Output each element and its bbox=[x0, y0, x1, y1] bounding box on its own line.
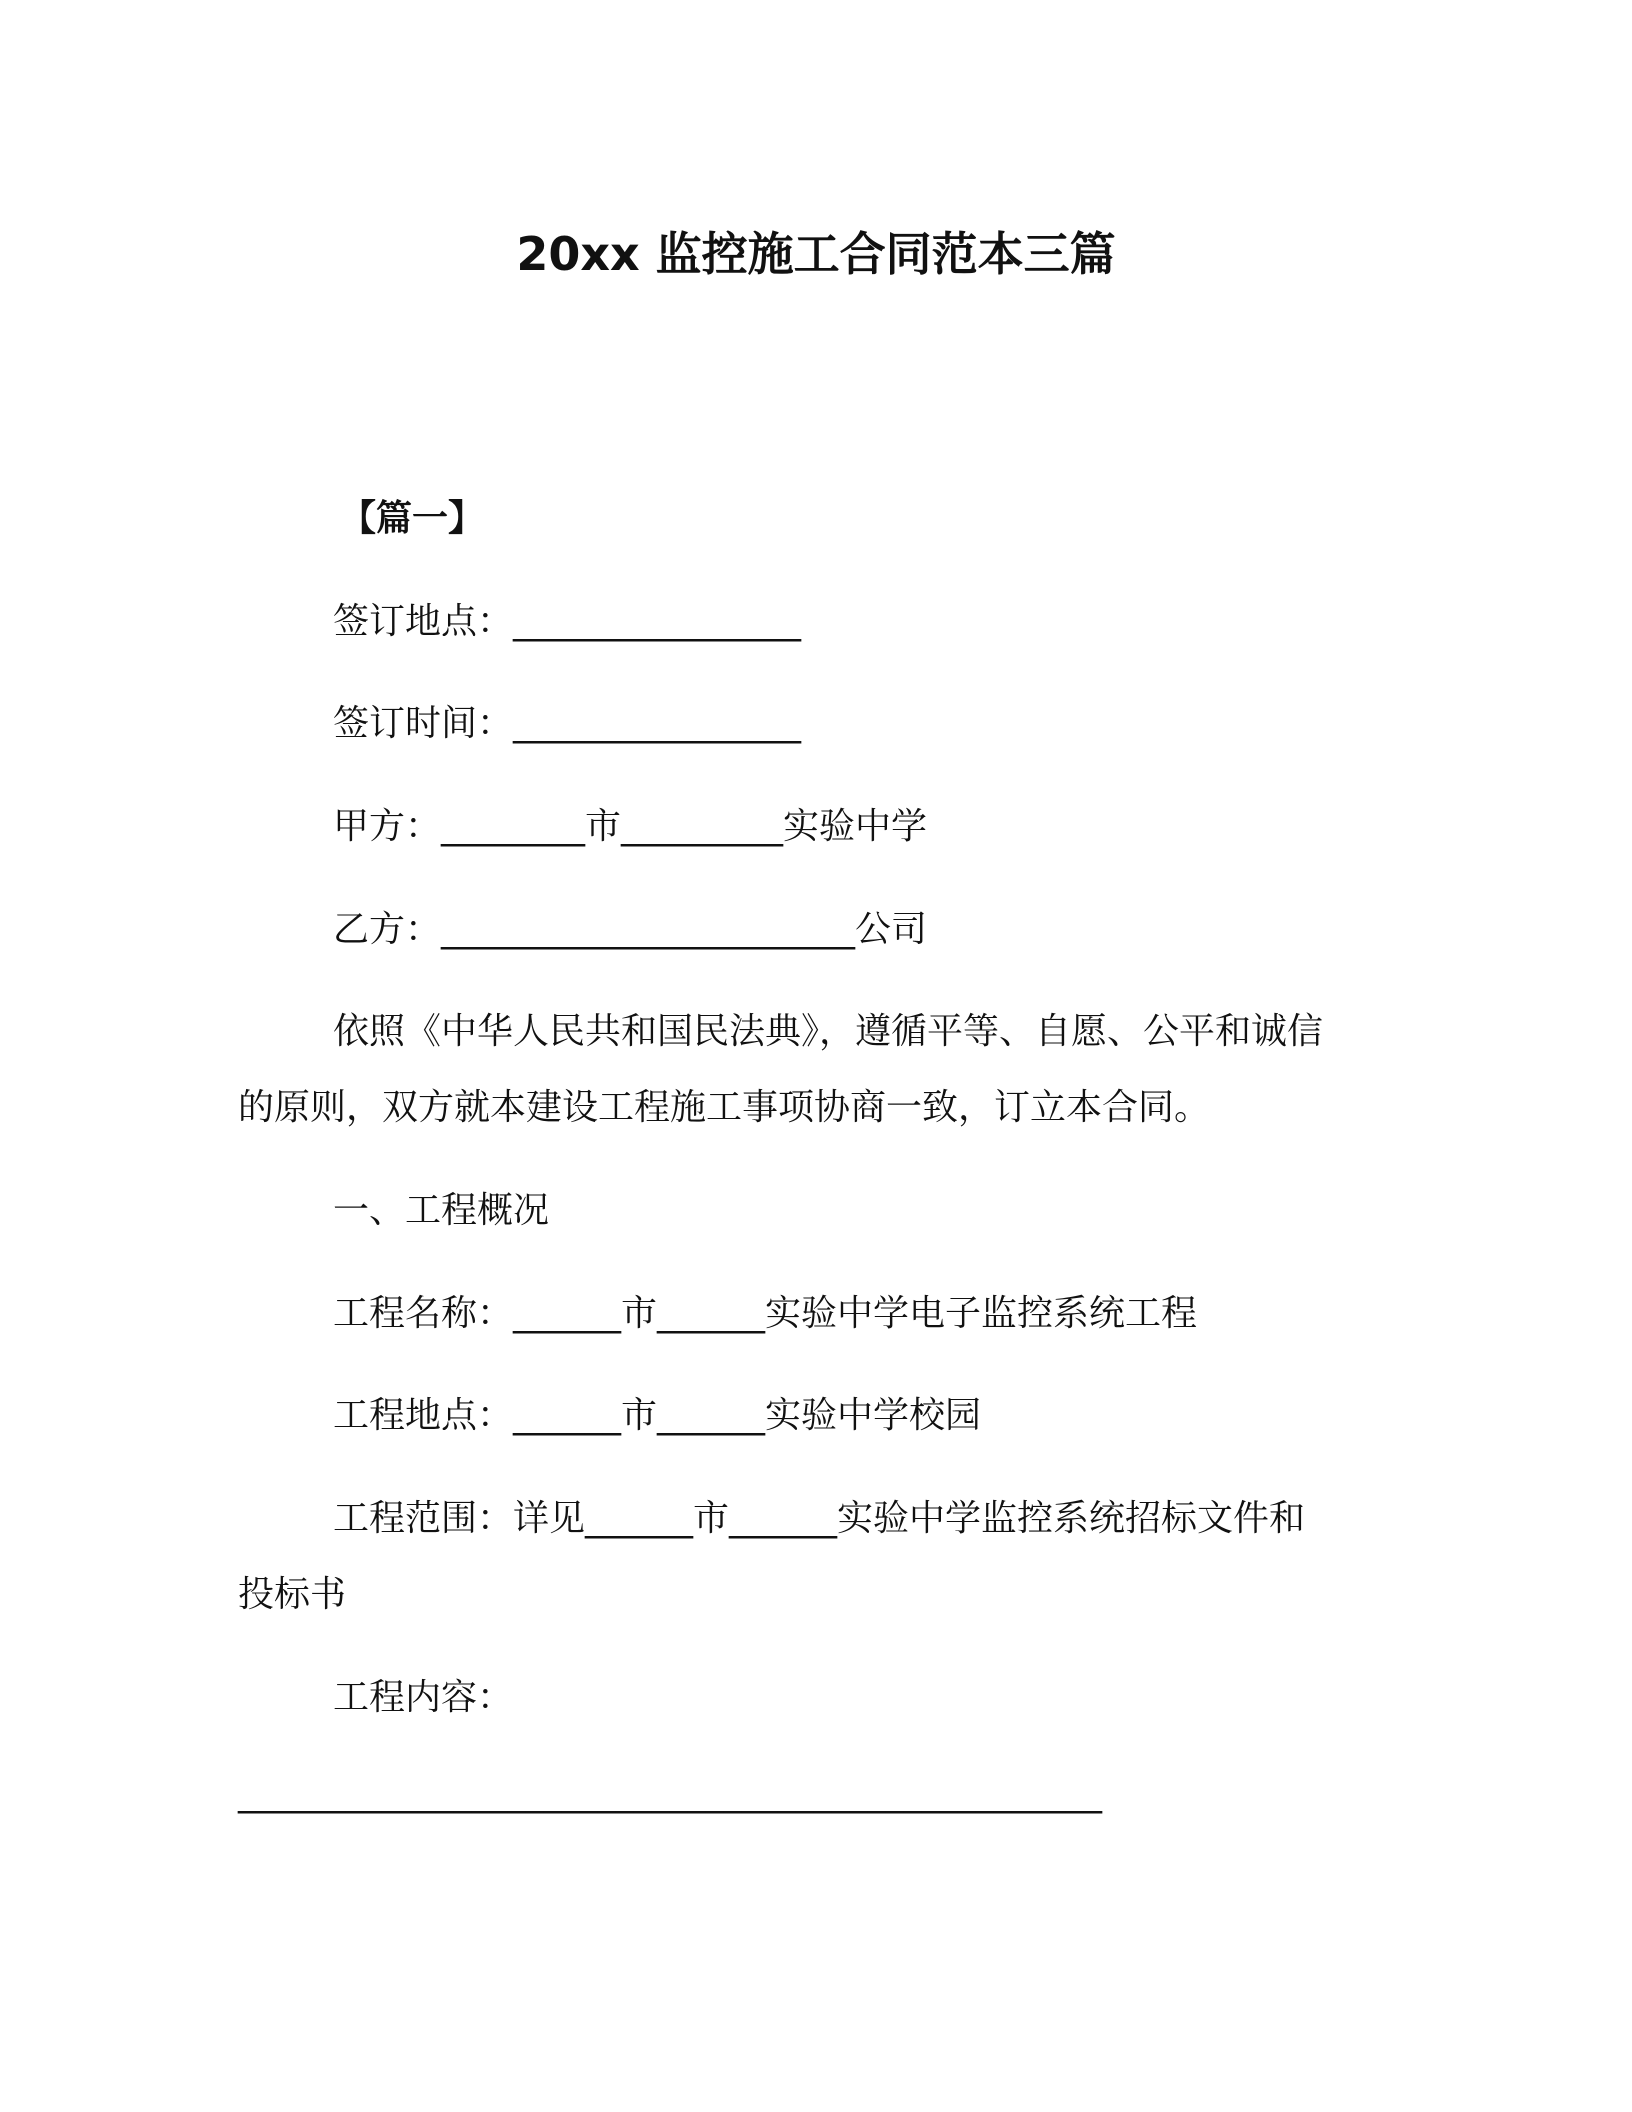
sign-time-field: 签订时间：________________ bbox=[333, 703, 802, 744]
section-one-heading: 一、工程概况 bbox=[333, 1190, 550, 1231]
sign-place-field: 签订地点：________________ bbox=[333, 601, 802, 642]
document-title: 20xx 监控施工合同范本三篇 bbox=[516, 227, 1116, 281]
blank-fill-line: ________________________________________________ bbox=[238, 1773, 1102, 1814]
party-b-field: 乙方：_______________________公司 bbox=[333, 909, 928, 950]
project-content-label: 工程内容： bbox=[333, 1677, 514, 1718]
project-name-field: 工程名称：______市______实验中学电子监控系统工程 bbox=[333, 1293, 1198, 1334]
project-scope-line-1: 工程范围：详见______市______实验中学监控系统招标文件和 bbox=[333, 1498, 1306, 1539]
project-location-field: 工程地点：______市______实验中学校园 bbox=[333, 1395, 982, 1436]
section-label: 【篇一】 bbox=[340, 498, 485, 539]
project-scope-line-2: 投标书 bbox=[238, 1574, 347, 1615]
preamble-line-1: 依照《中华人民共和国民法典》，遵循平等、自愿、公平和诚信 bbox=[333, 1011, 1324, 1052]
party-a-field: 甲方：________市_________实验中学 bbox=[333, 806, 928, 847]
preamble-line-2: 的原则，双方就本建设工程施工事项协商一致，订立本合同。 bbox=[238, 1087, 1211, 1128]
